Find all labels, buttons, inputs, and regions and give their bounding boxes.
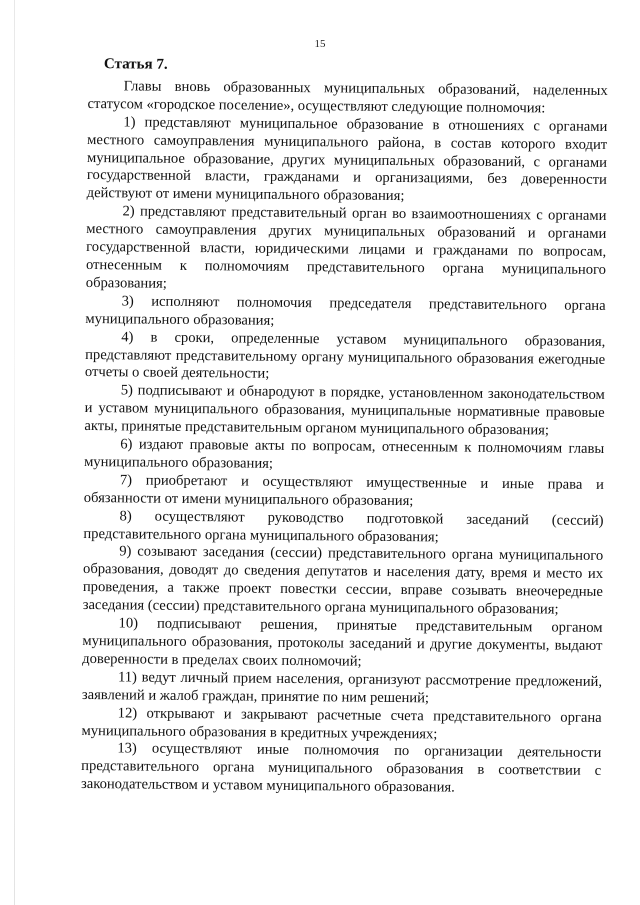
list-item: 12) открывают и закрывают расчетные счета представительного органа муниципального образования в кредитных учреждениях; xyxy=(81,704,602,742)
list-item: 4) в сроки, определенные уставом муниципального образования, представляют представительному органу муниципального образования ежегодные отчеты о своей деятельности; xyxy=(84,328,606,383)
list-item: 8) осуществляют руководство подготовкой заседаний (сессий) представительного органа муниципального образования; xyxy=(83,507,604,545)
list-item: 11) ведут личный прием населения, организуют рассмотрение предложений, заявлений и жалоб граждан, принятие по ним решений; xyxy=(81,669,603,707)
list-item: 2) представляют представительный орган во взаимоотношениях с органами местного самоуправления других муниципальных образований и органами государственной власти, юридическими лицами и гражданами по вопросам, отнесенным к полномочиям представительного органа муниципального образования; xyxy=(85,203,607,292)
list-item: 10) подписывают решения, принятые представительным органом муниципального образования, протоколы заседаний и другие документы, выдают доверенности в пределах своих полномочий; xyxy=(82,615,603,670)
list-item: 5) подписывают и обнародуют в порядке, установленном законодательством и уставом муниципального образования, муниципальные нормативные правовые акты, принятые представительным органом муниципального образования; xyxy=(84,382,605,439)
article-intro: Главы вновь образованных муниципальных образований, наделенных статусом «городское поселение», осуществляют следующие полномочия: xyxy=(87,78,608,117)
list-item: 1) представляют муниципальное образование в отношениях с органами местного самоуправления муниципального района, в состав которого входит муниципальное образование, других муниципальных образований, с органами государственной власти, гражданами и организациями, без доверенности действуют от имени муниципального образования; xyxy=(86,114,608,205)
page-number: 15 xyxy=(314,38,326,50)
article-title: Статья 7. xyxy=(103,56,168,73)
list-item: 6) издают правовые акты по вопросам, отнесенным к полномочиям главы муниципального образования; xyxy=(84,436,605,472)
scan-edge-shadow xyxy=(14,0,15,905)
list-item: 7) приобретают и осуществляют имущественные и иные права и обязанности от имени муниципального образования; xyxy=(83,472,604,509)
list-item: 9) созывают заседания (сессии) представительного органа муниципального образования, доводят до сведения депутатов и населения дату, время и место их проведения, а также проект повестки сессии, вправе созывать внеочередные заседания (сессии) представительного органа муниципального образования; xyxy=(82,543,604,618)
list-item: 13) осуществляют иные полномочия по организации деятельности представительного органа муниципального образования в соответствии с законодательством и уставом муниципального образования. xyxy=(80,740,602,796)
list-item: 3) исполняют полномочия председателя представительного органа муниципального образования; xyxy=(85,293,606,329)
article-body xyxy=(81,56,608,799)
